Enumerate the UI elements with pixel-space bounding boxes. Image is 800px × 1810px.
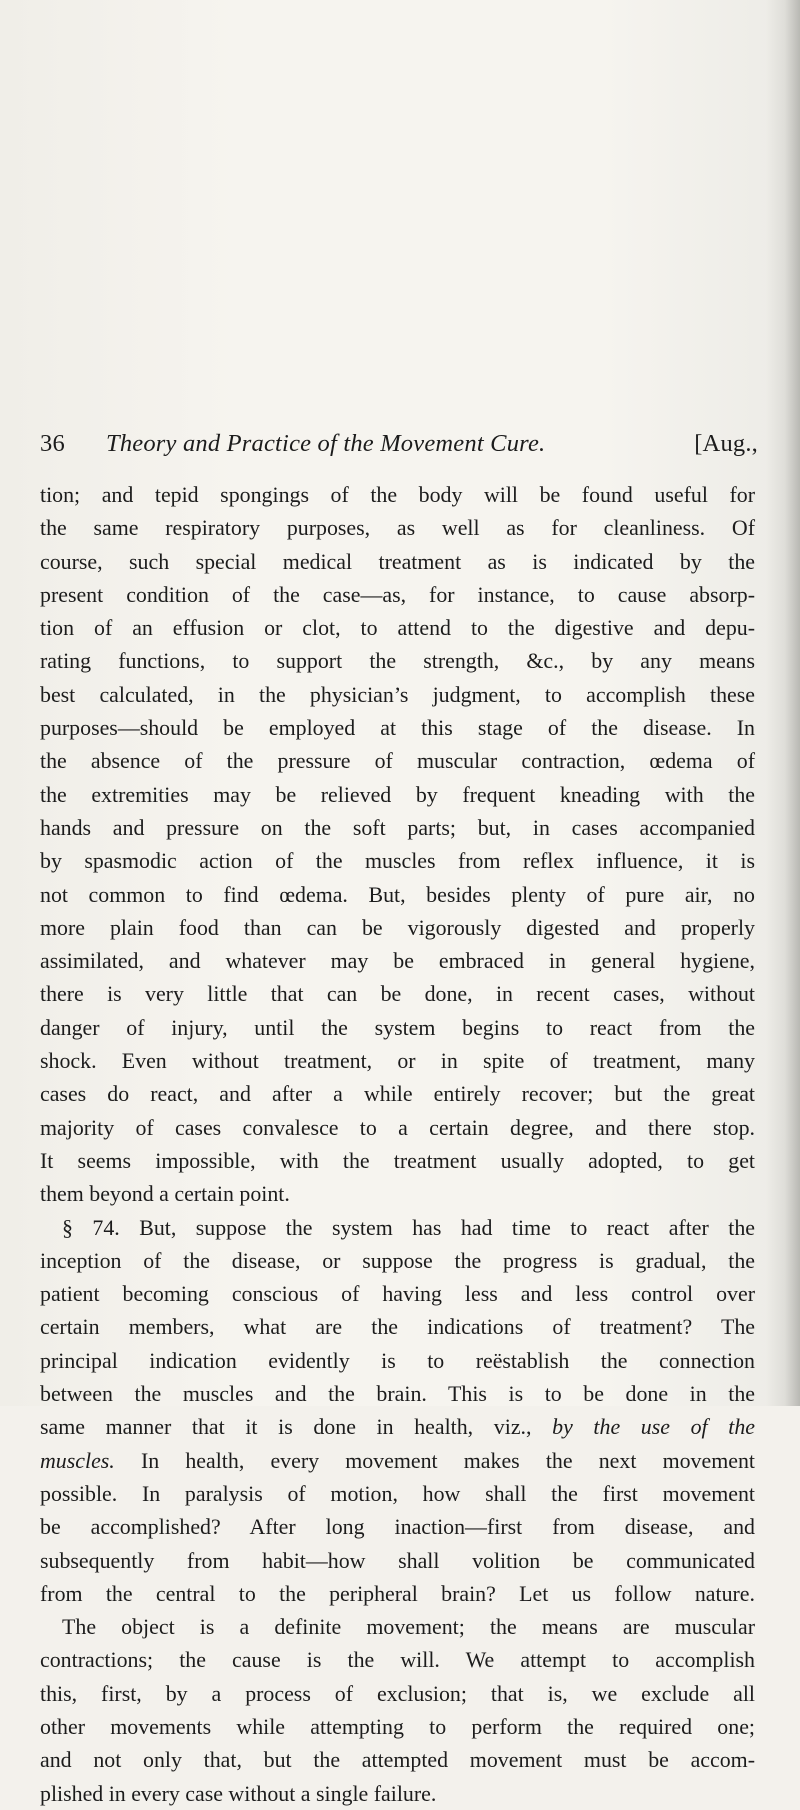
text-line: present condition of the case—as, for instance, to cause absorp- [40,581,755,607]
running-title: Theory and Practice of the Movement Cure. [106,430,546,457]
text-line: certain members, what are the indications of treatment? The [40,1314,755,1340]
text-line: majority of cases convalesce to a certain degree, and there stop. [40,1114,755,1140]
text-line: contractions; the cause is the will. We attempt to accomplish [40,1647,755,1673]
text-line: patient becoming conscious of having less and less control over [40,1281,755,1307]
text-line: danger of injury, until the system begins to react from the [40,1014,755,1040]
italic-emphasis: by the use of the [552,1414,756,1440]
text-line: from the central to the peripheral brain? Let us follow nature. [40,1580,755,1606]
text-line: plished in every case without a single failure. [40,1780,437,1806]
text-line: and not only that, but the attempted movement must be accom- [40,1747,755,1773]
text-line: the extremities may be relieved by frequent kneading with the [40,781,755,807]
text-line: tion of an effusion or clot, to attend to the digestive and depu- [40,615,755,641]
text-line: cases do react, and after a while entirely recover; but the great [40,1081,755,1107]
text-line: hands and pressure on the soft parts; but, in cases accompanied [40,814,755,840]
text-line: be accomplished? After long inaction—first from disease, and [40,1514,755,1540]
text-line: It seems impossible, with the treatment usually adopted, to get [40,1147,755,1173]
issue-date: [Aug., [694,430,758,457]
text-line: rating functions, to support the strength, &c., by any means [40,648,755,674]
text-line: between the muscles and the brain. This is to be done in the [40,1381,755,1407]
text-line: them beyond a certain point. [40,1181,290,1207]
text-line: more plain food than can be vigorously digested and properly [40,914,755,940]
text-line: not common to find œdema. But, besides plenty of pure air, no [40,881,755,907]
text-line: purposes—should be employed at this stage of the disease. In [40,715,755,741]
text-line: The object is a definite movement; the means are muscular [62,1614,755,1640]
text-line: best calculated, in the physician’s judgment, to accomplish these [40,681,755,707]
text-line: other movements while attempting to perform the required one; [40,1713,755,1739]
text-line: muscles. In health, every movement makes the next movement [40,1447,755,1473]
text-line: assimilated, and whatever may be embraced in general hygiene, [40,948,755,974]
text-line: course, such special medical treatment as is indicated by the [40,548,755,574]
text-line: the absence of the pressure of muscular contraction, œdema of [40,748,755,774]
running-header [40,430,758,466]
italic-emphasis: muscles. [40,1447,115,1473]
text-line: subsequently from habit—how shall volition be communicated [40,1547,755,1573]
text-line: by spasmodic action of the muscles from reflex influence, it is [40,848,755,874]
text-line: there is very little that can be done, in recent cases, without [40,981,755,1007]
body-text [40,478,755,1810]
section-74-start: § 74. But, suppose the system has had time to react after the [62,1214,755,1240]
text-line: tion; and tepid spongings of the body will be found useful for [40,482,755,507]
text-line: possible. In paralysis of motion, how shall the first movement [40,1480,755,1506]
page-edge-shadow [766,0,800,1406]
page-number: 36 [40,430,65,457]
text-line: principal indication evidently is to reëstablish the connection [40,1347,755,1373]
text-line: the same respiratory purposes, as well as for cleanliness. Of [40,515,755,541]
text-line: same manner that it is done in health, viz., by the use of the [40,1414,756,1440]
text-line: shock. Even without treatment, or in spite of treatment, many [40,1048,755,1074]
text-line: this, first, by a process of exclusion; that is, we exclude all [40,1680,755,1706]
text-line: inception of the disease, or suppose the progress is gradual, the [40,1247,755,1273]
